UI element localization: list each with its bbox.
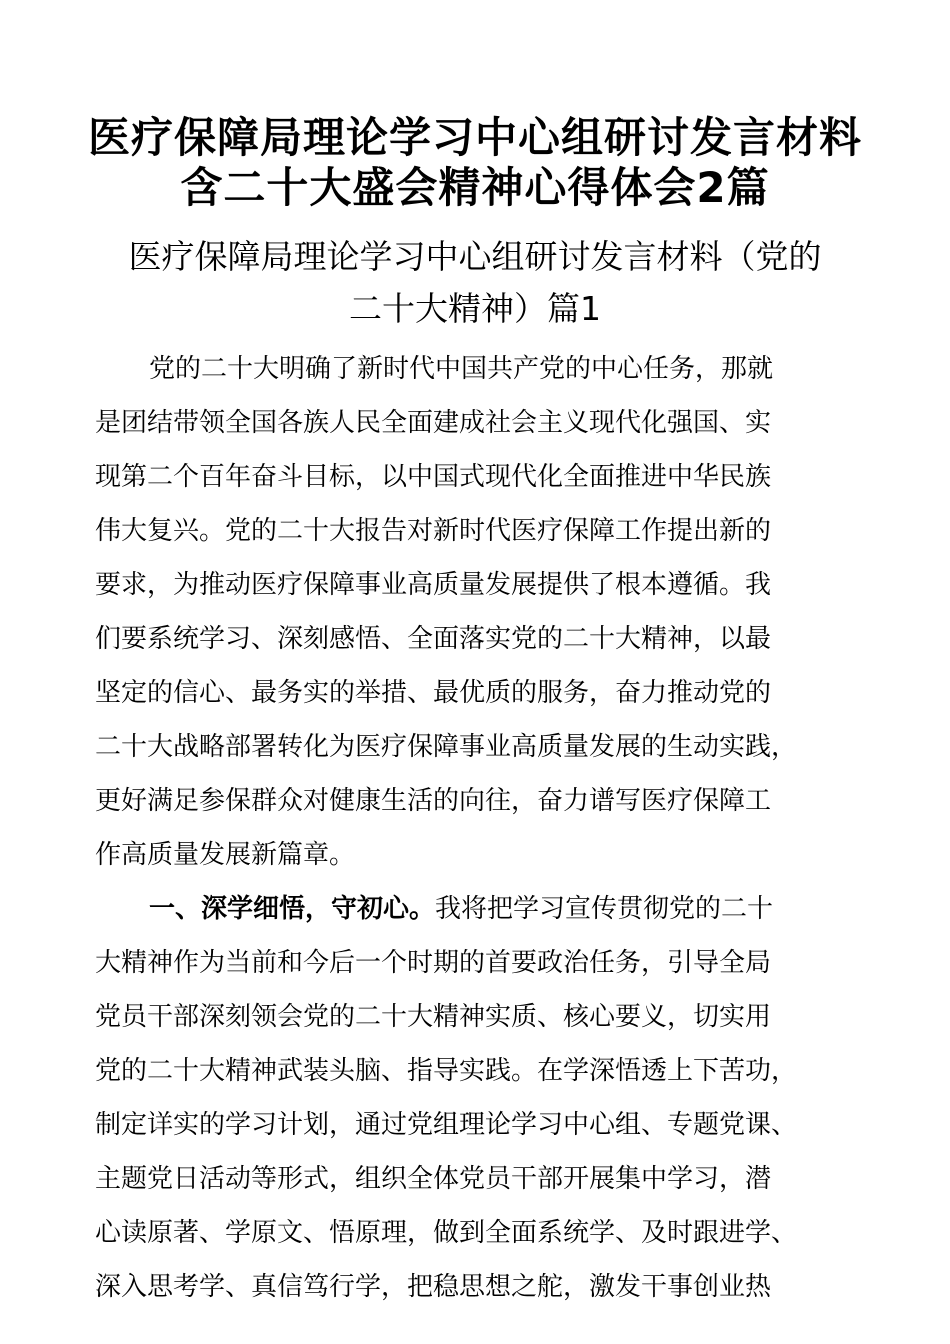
section-heading: 一、深学细悟，守初心。	[149, 894, 436, 924]
document-page: 医疗保障局理论学习中心组研讨发言材料 含二十大盛会精神心得体会2篇 医疗保障局理论学习中心组研讨发言材料（党的 二十大精神）篇1 党的二十大明确了新时代中国共产党的中心任务，那就 是团结带领全国各族人民全面建成社会主义现代化强国、实 现第二个百年奋斗目标，以中国式现代化全面推进中华民族 伟大复兴。党的二十大报告对新时代医疗保障工作提出新的 要求，为推动医疗保障事业高质量发展提供了根本遵循。我 们要系统学习、深刻感悟、全面落实党的二十大精神，以最 坚定的信心、最务实的举措、最优质的服务，奋力推动党的 二十大战略部署转化为医疗保障事业高质量发展的生动实践， 更好满足参保群众对健康生活的向往，奋力谱写医疗保障工 作高质量发展新篇章。 一、深学细悟，守初心。 我将把学习宣传贯彻党的二十 大精神作为当前和今后一个时期的首要政治任务，引导全局 党员干部深刻领会党的二十大精神实质、核心要义，切实用 党的二十大精神武装头脑、指导实践。在学深悟透上下苦功， 制定详实的学习计划，通过党组理论学习中心组、专题党课、 主题党日活动等形式，组织全体党员干部开展集中学习，潜 心读原著、学原文、悟原理，做到全面系统学、及时跟进学、 深入思考学、真信笃行学，把稳思想之舵，激发干事创业热	[0, 0, 950, 1344]
document-title-line-2: 含二十大盛会精神心得体会2篇	[180, 163, 770, 212]
section-title-line-1: 医疗保障局理论学习中心组研讨发言材料（党的	[128, 237, 822, 276]
paragraph-2-first-text: 我将把学习宣传贯彻党的二十	[435, 894, 774, 924]
document-title-line-1: 医疗保障局理论学习中心组研讨发言材料	[87, 113, 862, 162]
section-title-line-2: 二十大精神）篇1	[349, 289, 601, 328]
